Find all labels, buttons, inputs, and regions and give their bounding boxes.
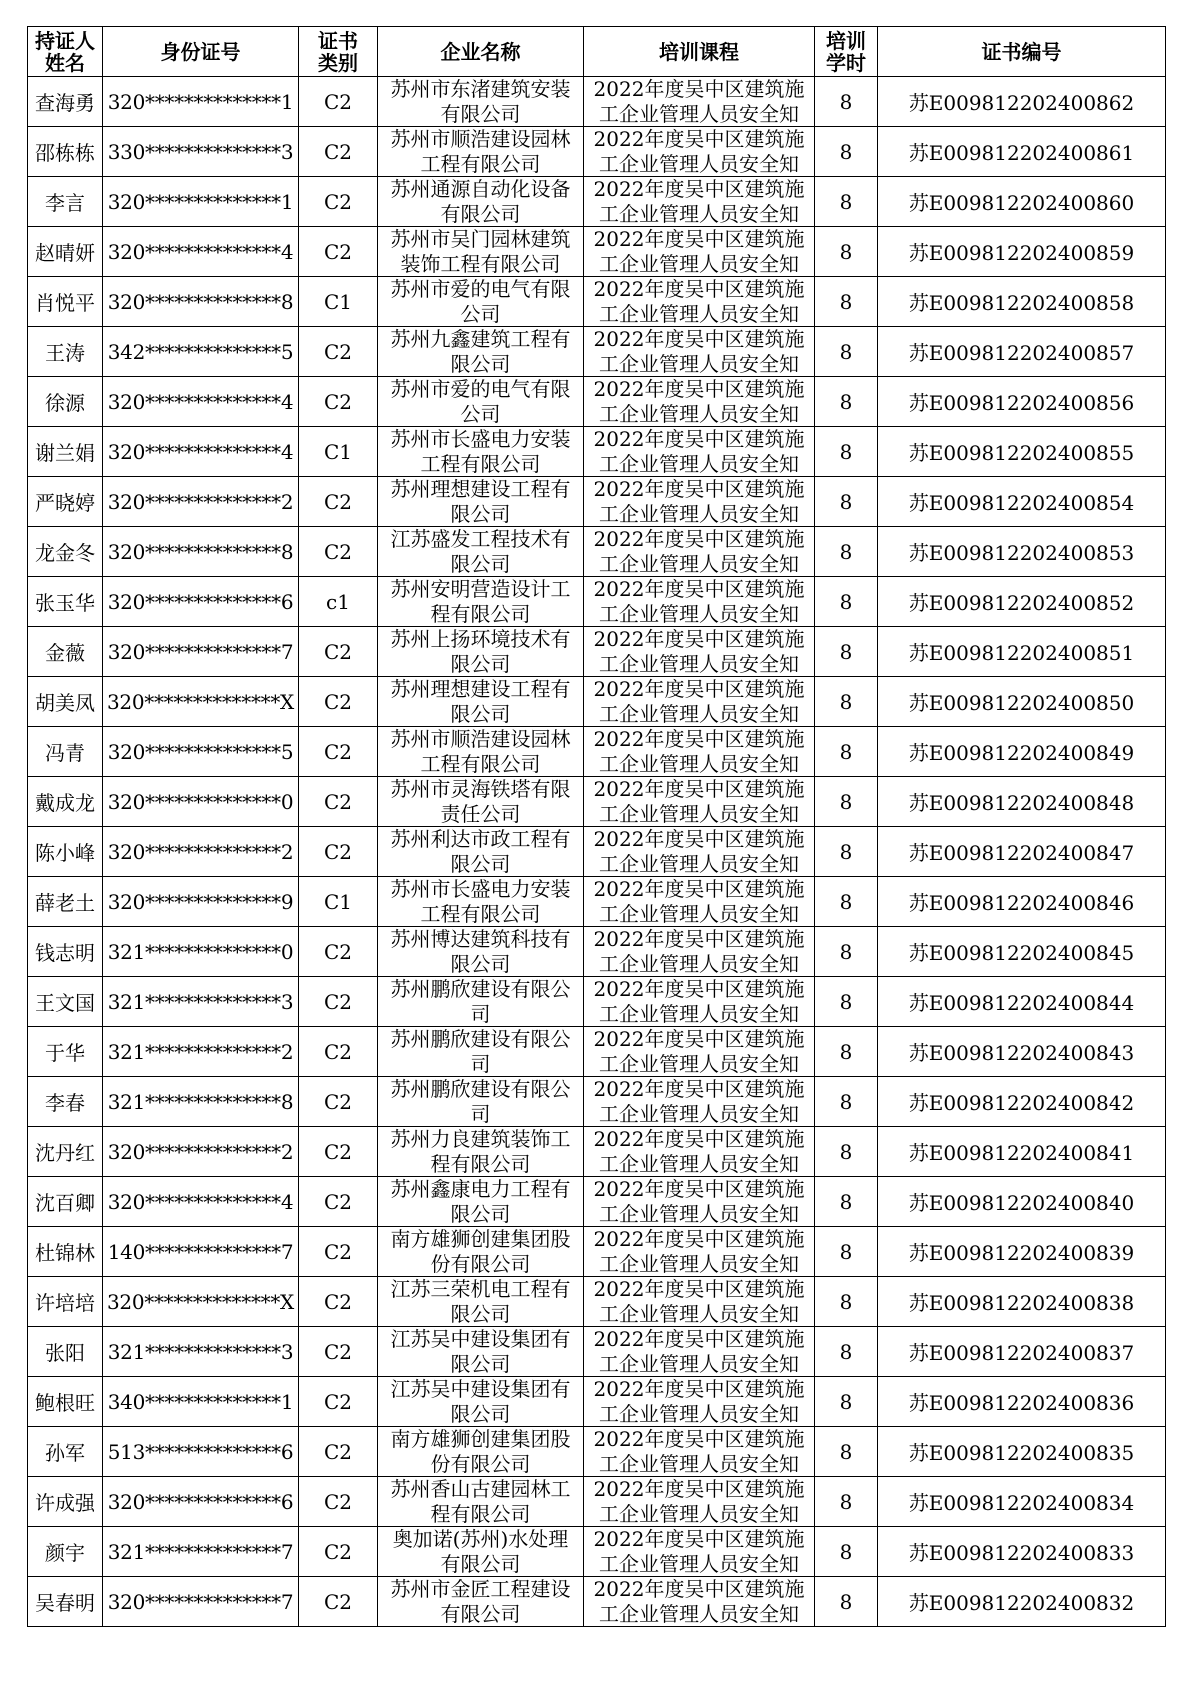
training-course: 2022年度吴中区建筑施 工企业管理人员安全知 [584,827,815,877]
header-hours: 培训 学时 [815,27,878,77]
cert-number: 苏E009812202400843 [878,1027,1166,1077]
holder-name: 许培培 [28,1277,103,1327]
training-hours: 8 [815,627,878,677]
id-number: 320**************5 [103,727,299,777]
table-row [28,727,1166,777]
cert-type: C2 [299,1227,378,1277]
cert-type: C2 [299,1177,378,1227]
id-number: 342**************5 [103,327,299,377]
company-name: 苏州市爱的电气有限 公司 [378,377,584,427]
id-number: 320**************8 [103,527,299,577]
training-course: 2022年度吴中区建筑施 工企业管理人员安全知 [584,1077,815,1127]
company-name: 苏州市灵海铁塔有限 责任公司 [378,777,584,827]
id-number: 321**************3 [103,1327,299,1377]
training-hours: 8 [815,1477,878,1527]
company-name: 南方雄狮创建集团股 份有限公司 [378,1227,584,1277]
table-row [28,77,1166,127]
company-name: 苏州鹏欣建设有限公 司 [378,977,584,1027]
holder-name: 谢兰娟 [28,427,103,477]
id-number: 320**************9 [103,877,299,927]
training-hours: 8 [815,477,878,527]
id-number: 321**************2 [103,1027,299,1077]
training-course: 2022年度吴中区建筑施 工企业管理人员安全知 [584,1027,815,1077]
id-number: 320**************4 [103,377,299,427]
company-name: 苏州力良建筑装饰工 程有限公司 [378,1127,584,1177]
training-course: 2022年度吴中区建筑施 工企业管理人员安全知 [584,227,815,277]
cert-number: 苏E009812202400833 [878,1527,1166,1577]
company-name: 苏州鹏欣建设有限公 司 [378,1027,584,1077]
holder-name: 严晓婷 [28,477,103,527]
cert-number: 苏E009812202400847 [878,827,1166,877]
cert-type: C2 [299,977,378,1027]
cert-type: C2 [299,1327,378,1377]
cert-number: 苏E009812202400841 [878,1127,1166,1177]
header-id-number: 身份证号 [103,27,299,77]
company-name: 苏州鹏欣建设有限公 司 [378,1077,584,1127]
header-cert-type: 证书 类别 [299,27,378,77]
holder-name: 孙军 [28,1427,103,1477]
holder-name: 肖悦平 [28,277,103,327]
training-hours: 8 [815,527,878,577]
cert-type: C1 [299,277,378,327]
company-name: 江苏吴中建设集团有 限公司 [378,1377,584,1427]
id-number: 330**************3 [103,127,299,177]
cert-number: 苏E009812202400859 [878,227,1166,277]
table-row [28,477,1166,527]
id-number: 320**************7 [103,627,299,677]
company-name: 苏州市吴门园林建筑 装饰工程有限公司 [378,227,584,277]
training-hours: 8 [815,927,878,977]
training-hours: 8 [815,1427,878,1477]
holder-name: 沈丹红 [28,1127,103,1177]
cert-number: 苏E009812202400851 [878,627,1166,677]
cert-type: C2 [299,627,378,677]
training-course: 2022年度吴中区建筑施 工企业管理人员安全知 [584,1427,815,1477]
id-number: 320**************4 [103,1177,299,1227]
training-hours: 8 [815,327,878,377]
training-course: 2022年度吴中区建筑施 工企业管理人员安全知 [584,1577,815,1627]
table-row [28,127,1166,177]
cert-number: 苏E009812202400844 [878,977,1166,1027]
training-hours: 8 [815,377,878,427]
cert-number: 苏E009812202400858 [878,277,1166,327]
cert-type: C1 [299,877,378,927]
holder-name: 钱志明 [28,927,103,977]
holder-name: 金薇 [28,627,103,677]
company-name: 苏州九鑫建筑工程有 限公司 [378,327,584,377]
company-name: 奥加诺(苏州)水处理 有限公司 [378,1527,584,1577]
cert-number: 苏E009812202400842 [878,1077,1166,1127]
training-hours: 8 [815,1327,878,1377]
cert-type: C2 [299,1377,378,1427]
id-number: 320**************X [103,677,299,727]
company-name: 苏州市顺浩建设园林 工程有限公司 [378,727,584,777]
training-course: 2022年度吴中区建筑施 工企业管理人员安全知 [584,1527,815,1577]
cert-type: C2 [299,527,378,577]
holder-name: 陈小峰 [28,827,103,877]
cert-number: 苏E009812202400857 [878,327,1166,377]
cert-type: C2 [299,1077,378,1127]
training-hours: 8 [815,827,878,877]
table-row [28,1227,1166,1277]
cert-number: 苏E009812202400861 [878,127,1166,177]
cert-type: C2 [299,477,378,527]
holder-name: 王涛 [28,327,103,377]
cert-type: c1 [299,577,378,627]
training-hours: 8 [815,1077,878,1127]
table-row [28,777,1166,827]
company-name: 南方雄狮创建集团股 份有限公司 [378,1427,584,1477]
cert-number: 苏E009812202400849 [878,727,1166,777]
training-course: 2022年度吴中区建筑施 工企业管理人员安全知 [584,277,815,327]
training-course: 2022年度吴中区建筑施 工企业管理人员安全知 [584,77,815,127]
company-name: 苏州理想建设工程有 限公司 [378,677,584,727]
holder-name: 邵栋栋 [28,127,103,177]
company-name: 苏州市东渚建筑安装 有限公司 [378,77,584,127]
training-course: 2022年度吴中区建筑施 工企业管理人员安全知 [584,377,815,427]
company-name: 苏州上扬环境技术有 限公司 [378,627,584,677]
holder-name: 查海勇 [28,77,103,127]
cert-type: C2 [299,1027,378,1077]
table-row [28,1577,1166,1627]
cert-number: 苏E009812202400856 [878,377,1166,427]
training-hours: 8 [815,1177,878,1227]
cert-type: C2 [299,1577,378,1627]
cert-number: 苏E009812202400837 [878,1327,1166,1377]
table-row [28,377,1166,427]
cert-type: C2 [299,227,378,277]
id-number: 513**************6 [103,1427,299,1477]
training-course: 2022年度吴中区建筑施 工企业管理人员安全知 [584,477,815,527]
cert-type: C2 [299,1477,378,1527]
company-name: 苏州利达市政工程有 限公司 [378,827,584,877]
header-company: 企业名称 [378,27,584,77]
company-name: 江苏三荣机电工程有 限公司 [378,1277,584,1327]
table-row [28,1527,1166,1577]
company-name: 苏州市爱的电气有限 公司 [378,277,584,327]
company-name: 苏州市长盛电力安装 工程有限公司 [378,427,584,477]
cert-type: C2 [299,1427,378,1477]
header-course: 培训课程 [584,27,815,77]
table-row [28,1427,1166,1477]
training-hours: 8 [815,77,878,127]
cert-type: C2 [299,827,378,877]
cert-type: C2 [299,1277,378,1327]
company-name: 苏州理想建设工程有 限公司 [378,477,584,527]
cert-number: 苏E009812202400845 [878,927,1166,977]
training-course: 2022年度吴中区建筑施 工企业管理人员安全知 [584,1227,815,1277]
holder-name: 张玉华 [28,577,103,627]
holder-name: 李言 [28,177,103,227]
training-course: 2022年度吴中区建筑施 工企业管理人员安全知 [584,627,815,677]
training-course: 2022年度吴中区建筑施 工企业管理人员安全知 [584,427,815,477]
id-number: 320**************2 [103,1127,299,1177]
holder-name: 张阳 [28,1327,103,1377]
training-course: 2022年度吴中区建筑施 工企业管理人员安全知 [584,777,815,827]
id-number: 320**************X [103,1277,299,1327]
training-course: 2022年度吴中区建筑施 工企业管理人员安全知 [584,977,815,1027]
training-course: 2022年度吴中区建筑施 工企业管理人员安全知 [584,1327,815,1377]
table-row [28,177,1166,227]
cert-type: C2 [299,927,378,977]
holder-name: 吴春明 [28,1577,103,1627]
cert-number: 苏E009812202400834 [878,1477,1166,1527]
training-hours: 8 [815,227,878,277]
cert-number: 苏E009812202400835 [878,1427,1166,1477]
id-number: 321**************7 [103,1527,299,1577]
holder-name: 颜宇 [28,1527,103,1577]
header-row [28,27,1166,77]
cert-number: 苏E009812202400855 [878,427,1166,477]
training-hours: 8 [815,1227,878,1277]
holder-name: 龙金冬 [28,527,103,577]
id-number: 320**************6 [103,577,299,627]
id-number: 320**************0 [103,777,299,827]
training-course: 2022年度吴中区建筑施 工企业管理人员安全知 [584,1377,815,1427]
table-row [28,277,1166,327]
company-name: 苏州博达建筑科技有 限公司 [378,927,584,977]
table-row [28,1477,1166,1527]
table-row [28,1277,1166,1327]
header-cert-no: 证书编号 [878,27,1166,77]
cert-number: 苏E009812202400836 [878,1377,1166,1427]
training-course: 2022年度吴中区建筑施 工企业管理人员安全知 [584,327,815,377]
table-row [28,1127,1166,1177]
cert-type: C2 [299,677,378,727]
cert-number: 苏E009812202400840 [878,1177,1166,1227]
training-hours: 8 [815,1577,878,1627]
id-number: 321**************8 [103,1077,299,1127]
holder-name: 李春 [28,1077,103,1127]
table-row [28,1377,1166,1427]
header-holder-name: 持证人 姓名 [28,27,103,77]
id-number: 320**************2 [103,477,299,527]
table-row [28,1077,1166,1127]
training-hours: 8 [815,127,878,177]
holder-name: 杜锦林 [28,1227,103,1277]
holder-name: 赵晴妍 [28,227,103,277]
company-name: 苏州市顺浩建设园林 工程有限公司 [378,127,584,177]
training-course: 2022年度吴中区建筑施 工企业管理人员安全知 [584,127,815,177]
training-hours: 8 [815,1027,878,1077]
training-hours: 8 [815,1277,878,1327]
company-name: 苏州市长盛电力安装 工程有限公司 [378,877,584,927]
holder-name: 戴成龙 [28,777,103,827]
table-row [28,877,1166,927]
training-hours: 8 [815,977,878,1027]
training-hours: 8 [815,1127,878,1177]
table-row [28,677,1166,727]
company-name: 苏州安明营造设计工 程有限公司 [378,577,584,627]
cert-number: 苏E009812202400846 [878,877,1166,927]
table-body [28,77,1166,1627]
cert-number: 苏E009812202400848 [878,777,1166,827]
table-row [28,977,1166,1027]
table-row [28,1027,1166,1077]
table-row [28,227,1166,277]
table-row [28,527,1166,577]
holder-name: 徐源 [28,377,103,427]
training-course: 2022年度吴中区建筑施 工企业管理人员安全知 [584,1177,815,1227]
training-course: 2022年度吴中区建筑施 工企业管理人员安全知 [584,1127,815,1177]
holder-name: 胡美凤 [28,677,103,727]
company-name: 江苏吴中建设集团有 限公司 [378,1327,584,1377]
cert-type: C1 [299,427,378,477]
cert-number: 苏E009812202400854 [878,477,1166,527]
holder-name: 薛老土 [28,877,103,927]
id-number: 320**************6 [103,1477,299,1527]
table-row [28,927,1166,977]
cert-number: 苏E009812202400860 [878,177,1166,227]
training-course: 2022年度吴中区建筑施 工企业管理人员安全知 [584,727,815,777]
training-hours: 8 [815,727,878,777]
training-hours: 8 [815,1377,878,1427]
cert-number: 苏E009812202400832 [878,1577,1166,1627]
id-number: 320**************1 [103,177,299,227]
certificate-table [27,26,1166,1627]
id-number: 320**************4 [103,227,299,277]
table-row [28,427,1166,477]
cert-type: C2 [299,77,378,127]
table-row [28,577,1166,627]
training-course: 2022年度吴中区建筑施 工企业管理人员安全知 [584,1477,815,1527]
id-number: 321**************3 [103,977,299,1027]
cert-type: C2 [299,377,378,427]
table-row [28,1327,1166,1377]
id-number: 320**************1 [103,77,299,127]
cert-number: 苏E009812202400839 [878,1227,1166,1277]
id-number: 320**************7 [103,1577,299,1627]
company-name: 苏州通源自动化设备 有限公司 [378,177,584,227]
training-hours: 8 [815,877,878,927]
training-course: 2022年度吴中区建筑施 工企业管理人员安全知 [584,877,815,927]
company-name: 苏州鑫康电力工程有 限公司 [378,1177,584,1227]
id-number: 140**************7 [103,1227,299,1277]
cert-number: 苏E009812202400862 [878,77,1166,127]
holder-name: 王文国 [28,977,103,1027]
training-hours: 8 [815,677,878,727]
cert-number: 苏E009812202400850 [878,677,1166,727]
training-hours: 8 [815,1527,878,1577]
training-hours: 8 [815,577,878,627]
id-number: 340**************1 [103,1377,299,1427]
id-number: 321**************0 [103,927,299,977]
cert-type: C2 [299,1527,378,1577]
training-course: 2022年度吴中区建筑施 工企业管理人员安全知 [584,1277,815,1327]
training-hours: 8 [815,277,878,327]
table-row [28,627,1166,677]
holder-name: 鲍根旺 [28,1377,103,1427]
id-number: 320**************4 [103,427,299,477]
id-number: 320**************2 [103,827,299,877]
cert-type: C2 [299,127,378,177]
company-name: 江苏盛发工程技术有 限公司 [378,527,584,577]
table-row [28,827,1166,877]
company-name: 苏州市金匠工程建设 有限公司 [378,1577,584,1627]
cert-type: C2 [299,1127,378,1177]
holder-name: 沈百卿 [28,1177,103,1227]
training-hours: 8 [815,777,878,827]
training-course: 2022年度吴中区建筑施 工企业管理人员安全知 [584,927,815,977]
training-course: 2022年度吴中区建筑施 工企业管理人员安全知 [584,577,815,627]
cert-number: 苏E009812202400852 [878,577,1166,627]
holder-name: 冯青 [28,727,103,777]
cert-type: C2 [299,727,378,777]
training-course: 2022年度吴中区建筑施 工企业管理人员安全知 [584,677,815,727]
training-course: 2022年度吴中区建筑施 工企业管理人员安全知 [584,177,815,227]
cert-type: C2 [299,177,378,227]
cert-type: C2 [299,327,378,377]
holder-name: 于华 [28,1027,103,1077]
holder-name: 许成强 [28,1477,103,1527]
training-course: 2022年度吴中区建筑施 工企业管理人员安全知 [584,527,815,577]
id-number: 320**************8 [103,277,299,327]
cert-number: 苏E009812202400853 [878,527,1166,577]
cert-number: 苏E009812202400838 [878,1277,1166,1327]
table-row [28,1177,1166,1227]
training-hours: 8 [815,177,878,227]
company-name: 苏州香山古建园林工 程有限公司 [378,1477,584,1527]
table-row [28,327,1166,377]
training-hours: 8 [815,427,878,477]
cert-type: C2 [299,777,378,827]
